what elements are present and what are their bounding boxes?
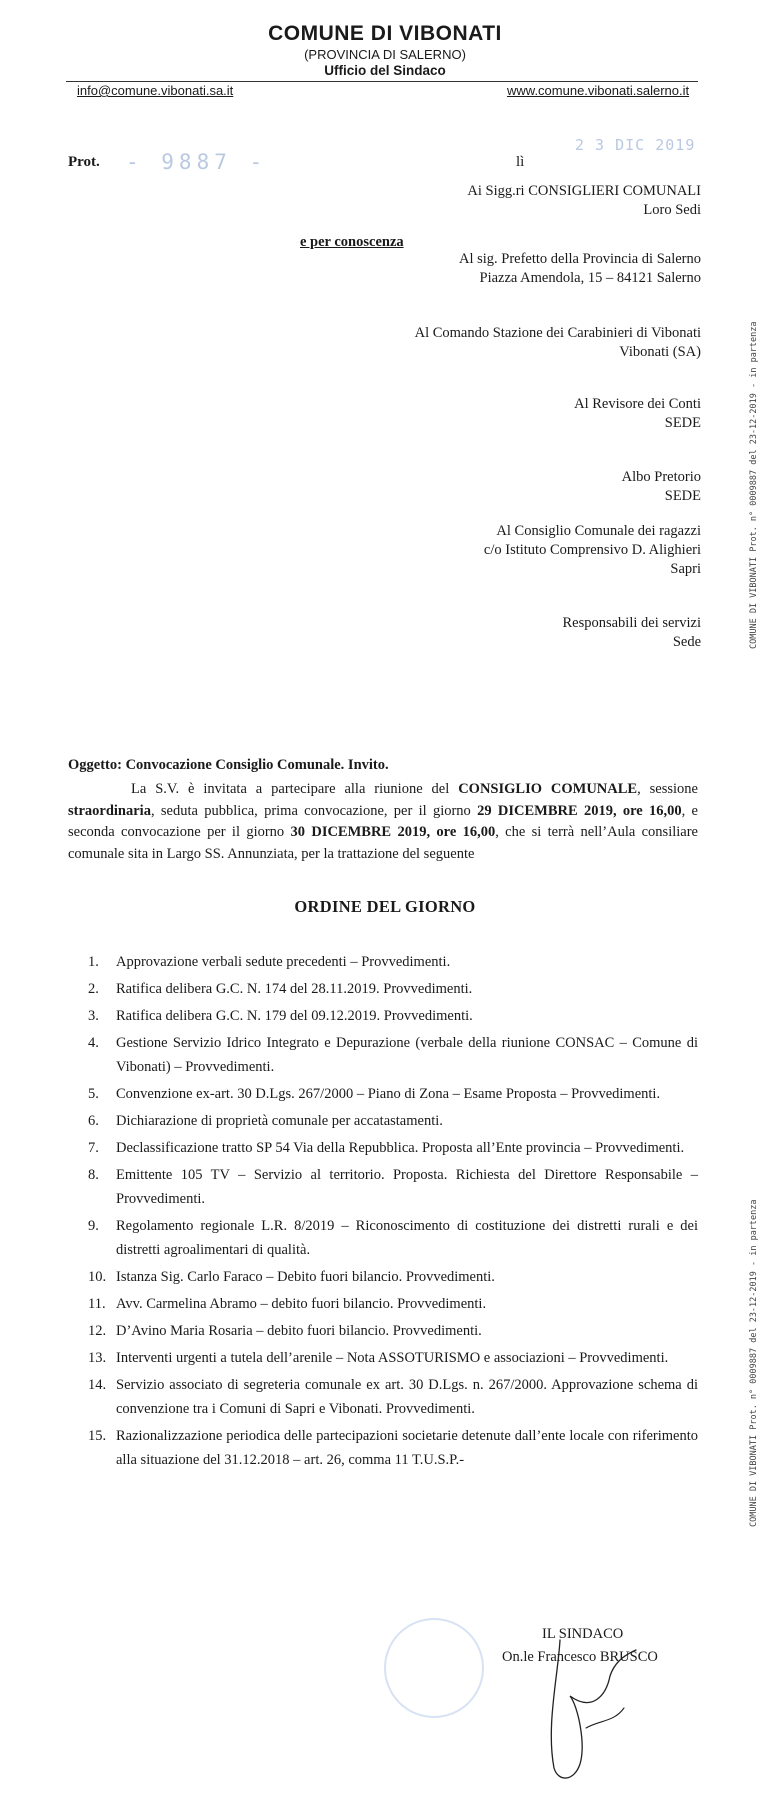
subject-text: Convocazione Consiglio Comunale. Invito. [125,757,389,773]
agenda-item [88,1109,698,1133]
recipient-consiglieri [467,182,701,220]
agenda-item-text: Regolamento regionale L.R. 8/2019 – Riconoscimento di costituzione dei distretti rurali e dei distretti agroalimentari di qualità. [116,1218,698,1258]
agenda-item-text: Dichiarazione di proprietà comunale per accatastamenti. [116,1113,443,1129]
side-protocol-stamp: COMUNE DI VIBONATI Prot. n° 0009887 del 23-12-2019 - in partenza [749,1199,759,1527]
agenda-item-number: 5. [88,1086,99,1102]
municipality-title: COMUNE DI VIBONATI [268,22,502,45]
recipient-carabinieri [415,324,701,362]
agenda-item [88,950,698,974]
agenda-item-number: 12. [88,1323,107,1339]
province-subtitle: (PROVINCIA DI SALERNO) [304,47,466,62]
agenda-item [88,1136,698,1160]
agenda-item-text: Convenzione ex-art. 30 D.Lgs. 267/2000 – Piano di Zona – Esame Proposta – Provvedimenti. [116,1086,661,1102]
agenda-item-text: Declassificazione tratto SP 54 Via della Repubblica. Proposta all’Ente provincia – Provvedimenti. [116,1140,685,1156]
signature-name: On.le Francesco BRUSCO [502,1649,658,1665]
recipient-line: Al Revisore dei Conti [574,396,701,412]
recipient-line: Al Consiglio Comunale dei ragazzi [496,523,701,539]
agenda-item-number: 11. [88,1296,106,1312]
date-stamp: 2 3 DIC 2019 [575,136,696,154]
agenda-item-text: Razionalizzazione periodica delle partecipazioni societarie detenute dall’ente locale con riferimento alla situazione del 31.12.2018 – art. 26, comma 11 T.U.S.P.- [116,1428,698,1468]
recipient-line: Sapri [670,561,701,577]
agenda-item-text: Istanza Sig. Carlo Faraco – Debito fuori bilancio. Provvedimenti. [116,1269,495,1285]
agenda-item-text: Ratifica delibera G.C. N. 179 del 09.12.2019. Provvedimenti. [116,1008,473,1024]
recipient-line: c/o Istituto Comprensivo D. Alighieri [483,542,701,558]
recipient-line: SEDE [664,415,701,431]
agenda-item-number: 4. [88,1035,99,1051]
agenda-item-text: Avv. Carmelina Abramo – debito fuori bilancio. Provvedimenti. [116,1296,487,1312]
agenda-item-number: 7. [88,1140,99,1156]
side-protocol-stamp: COMUNE DI VIBONATI Prot. n° 0009887 del 23-12-2019 - in partenza [749,321,759,649]
invitation-paragraph: La S.V. è invitata a partecipare alla riunione del CONSIGLIO COMUNALE, sessione straordinaria, seduta pubblica, prima convocazione, per il giorno 29 DICEMBRE 2019, ore 16,00, e seconda convocazione per il giorno 30 DICEMBRE 2019, ore 16,00, che si terrà nell’Aula consiliare comunale sita in Largo SS. Annunziata, per la trattazione del seguente [68,781,698,862]
agenda-item-number: 8. [88,1167,99,1183]
agenda-item-text: Ratifica delibera G.C. N. 174 del 28.11.2019. Provvedimenti. [116,981,473,997]
agenda-item [88,1346,698,1370]
place-label: lì [516,154,525,170]
agenda-item-number: 2. [88,981,99,997]
agenda-item-number: 9. [88,1218,99,1234]
agenda-item [88,1214,698,1262]
agenda-item [88,1373,698,1421]
recipient-albo [622,468,701,506]
recipient-line: Ai Sigg.ri CONSIGLIERI COMUNALI [467,183,701,199]
agenda-item [88,1004,698,1028]
agenda-item-number: 10. [88,1269,107,1285]
agenda-list [88,950,698,1475]
website-link[interactable]: www.comune.vibonati.salerno.it [507,83,690,98]
agenda-item [88,1319,698,1343]
agenda-item [88,1082,698,1106]
recipient-line: Al Comando Stazione dei Carabinieri di Vibonati [414,325,701,341]
recipient-line: Vibonati (SA) [619,344,701,360]
agenda-item-number: 14. [88,1377,107,1393]
agenda-item-number: 3. [88,1008,99,1024]
agenda-item-text: Emittente 105 TV – Servizio al territorio. Proposta. Richiesta del Direttore Responsabile – Provvedimenti. [116,1167,698,1207]
agenda-item-text: Approvazione verbali sedute precedenti – Provvedimenti. [116,954,451,970]
recipient-line: Loro Sedi [643,202,701,218]
agenda-item-number: 6. [88,1113,99,1129]
agenda-item-text: Servizio associato di segreteria comunale ex art. 30 D.Lgs. n. 267/2000. Approvazione schema di convenzione tra i Comuni di Sapri e Vibonati. Provvedimenti. [116,1377,698,1417]
protocol-label: Prot. [68,154,100,170]
agenda-item-number: 15. [88,1428,107,1444]
recipient-ragazzi [484,522,701,579]
agenda-item [88,1265,698,1289]
agenda-item [88,977,698,1001]
recipient-line: Al sig. Prefetto della Provincia di Salerno [458,251,701,267]
signature-title: IL SINDACO [542,1626,624,1642]
cc-label: e per conoscenza [300,234,404,250]
recipient-responsabili [562,614,701,652]
agenda-item-text: D’Avino Maria Rosaria – debito fuori bilancio. Provvedimenti. [116,1323,482,1339]
email-link[interactable]: info@comune.vibonati.sa.it [77,83,234,98]
recipient-revisore [574,395,701,433]
subject-line [68,757,389,774]
agenda-item-text: Gestione Servizio Idrico Integrato e Depurazione (verbale della riunione CONSAC – Comune di Vibonati) – Provvedimenti. [116,1035,698,1075]
agenda-item [88,1031,698,1079]
recipient-line: Responsabili dei servizi [562,615,701,631]
agenda-item [88,1424,698,1472]
agenda-item [88,1163,698,1211]
recipient-line: Albo Pretorio [621,469,701,485]
official-seal [384,1618,484,1718]
agenda-item-number: 1. [88,954,99,970]
office-name: Ufficio del Sindaco [324,63,446,78]
agenda-item-number: 13. [88,1350,107,1366]
agenda-title: ORDINE DEL GIORNO [294,897,476,916]
agenda-item [88,1292,698,1316]
recipient-line: Sede [672,634,701,650]
header-divider [66,81,698,82]
protocol-number-stamp: - 9887 - [126,150,268,174]
subject-label: Oggetto: [68,757,122,773]
recipient-line: SEDE [664,488,701,504]
handwritten-signature [540,1636,650,1786]
recipient-prefetto [459,250,701,288]
agenda-item-text: Interventi urgenti a tutela dell’arenile – Nota ASSOTURISMO e associazioni – Provvedimenti. [116,1350,669,1366]
recipient-line: Piazza Amendola, 15 – 84121 Salerno [479,270,701,286]
